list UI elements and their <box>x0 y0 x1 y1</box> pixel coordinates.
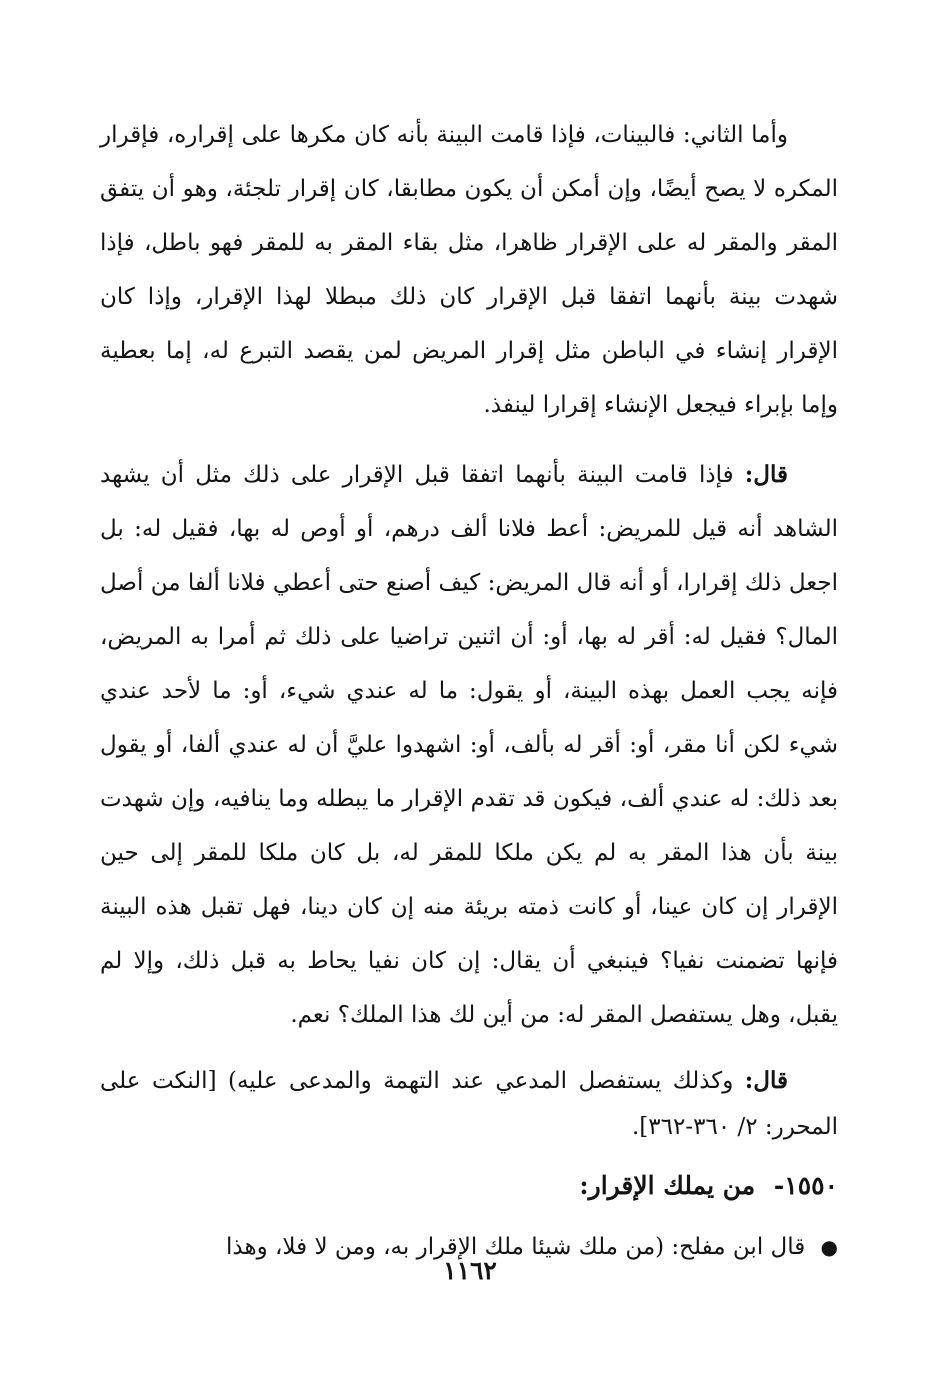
paragraph-3-lead: قال: <box>744 1067 789 1094</box>
section-number: ١٥٥٠- <box>773 1171 838 1200</box>
paragraph-1-text: وأما الثاني: فالبينات، فإذا قامت البينة بأنه كان مكرها على إقراره، فإقرار المكره لا يصح أيضًا، وإن أمكن أن يكون مطابقا، كان إقرار تلجئة، وهو أن يتفق المقر والمقر له على الإقرار ظاهرا، مثل بقاء المقر به للمقر فهو باطل، فإذا شهدت بينة بأنهما اتفقا قبل الإقرار كان ذلك مبطلا لهذا الإقرار، وإذا كان الإقرار إنشاء في الباطن مثل إقرار المريض لمن يقصد التبرع له، إما بعطية وإما بإبراء فيجعل الإنشاء إقرارا لينفذ. <box>100 122 838 418</box>
page-number: ١١٦٢ <box>443 1256 497 1285</box>
paragraph-1 <box>100 108 838 432</box>
paragraph-3-text: وكذلك يستفصل المدعي عند التهمة والمدعى عليه) [النكت على المحرر: ٢/ ٣٦٠-٣٦٢]. <box>100 1068 838 1140</box>
paragraph-2-text: فإذا قامت البينة بأنهما اتفقا قبل الإقرار على ذلك مثل أن يشهد الشاهد أنه قيل للمريض: أعط فلانا ألف درهم، أو أوص له بها، فقيل له: بل اجعل ذلك إقرارا، أو أنه قال المريض: كيف أصنع حتى أعطي فلانا ألفا من أصل المال؟ فقيل له: أقر له بها، أو: أن اثنين تراضيا على ذلك ثم أمرا به المريض، فإنه يجب العمل بهذه البينة، أو يقول: ما له عندي شيء، أو: ما لأحد عندي شيء لكن أنا مقر، أو: أقر له بألف، أو: اشهدوا عليَّ أن له عندي ألفا، أو يقول بعد ذلك: له عندي ألف، فيكون قد تقدم الإقرار ما يبطله وما ينافيه، وإن شهدت بينة بأن هذا المقر به لم يكن ملكا للمقر له، بل كان ملكا للمقر إلى حين الإقرار إن كان عينا، أو كانت ذمته بريئة منه إن كان دينا، فهل تقبل هذه البينة فإنها تضمنت نفيا؟ فينبغي أن يقال: إن كان نفيا يحاط به قبل ذلك، وإلا لم يقبل، وهل يستفصل المقر له: من أين لك هذا الملك؟ نعم. <box>100 462 838 1028</box>
bullet-icon: ● <box>820 1235 838 1259</box>
paragraph-3 <box>100 1058 838 1150</box>
section-title: من يملك الإقرار: <box>579 1171 756 1200</box>
paragraph-2 <box>100 448 838 1042</box>
section-heading <box>100 1160 838 1212</box>
paragraph-2-lead: قال: <box>744 461 788 488</box>
bullet-text: قال ابن مفلح: (من ملك شيئا ملك الإقرار به، ومن لا فلا، وهذا <box>225 1234 806 1260</box>
page-body <box>100 108 838 1274</box>
